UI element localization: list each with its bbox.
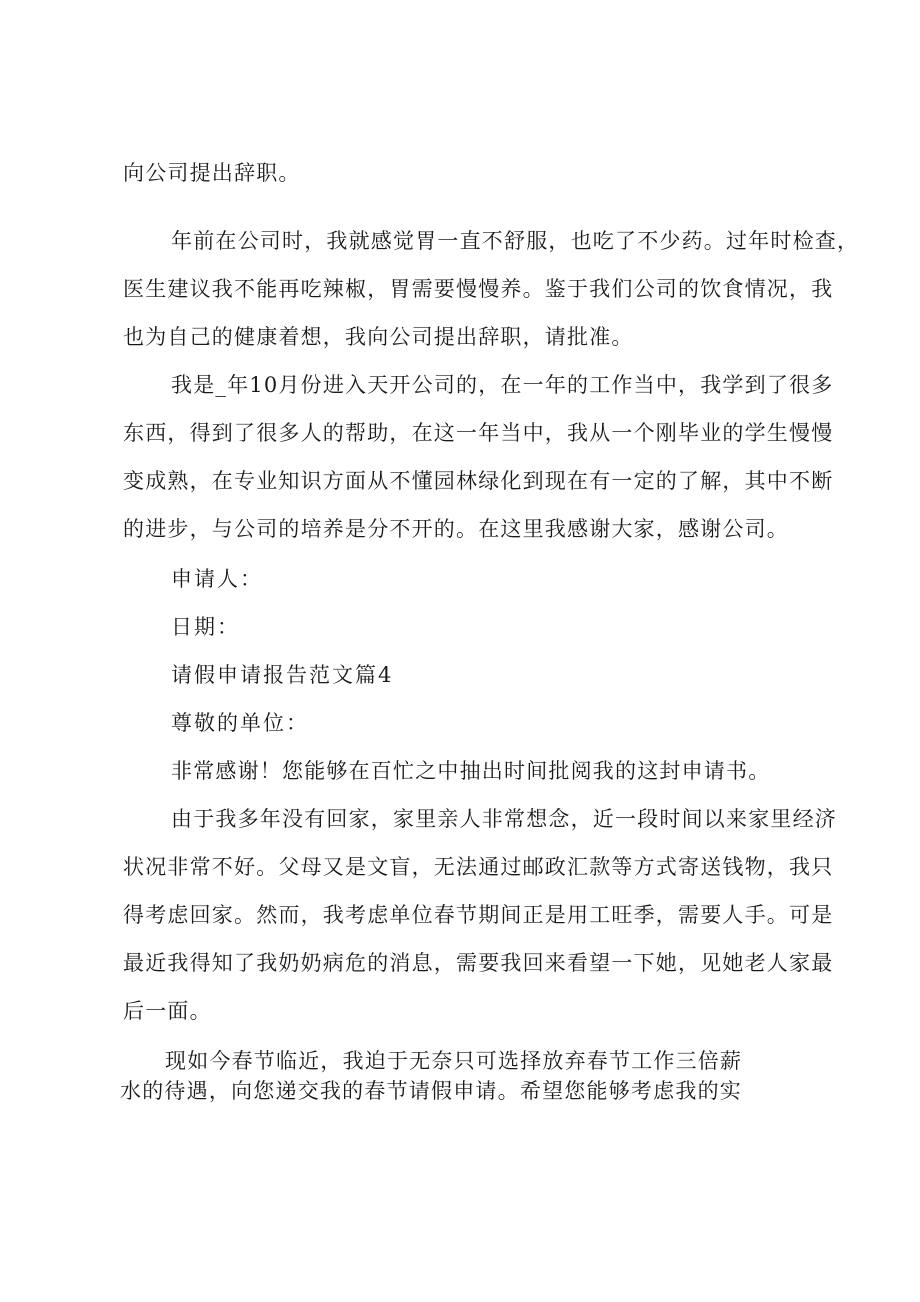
paragraph-experience-line: 的进步，与公司的培养是分不开的。在这里我感谢大家，感谢公司。	[123, 517, 789, 541]
paragraph-request-line: 水的待遇，向您递交我的春节请假申请。希望您能够考虑我的实	[120, 1079, 742, 1103]
paragraph-reason-line: 最近我得知了我奶奶病危的消息，需要我回来看望一下她，见她老人家最	[123, 951, 834, 975]
paragraph-health-line: 医生建议我不能再吃辣椒，胃需要慢慢养。鉴于我们公司的饮食情况，我	[123, 277, 834, 301]
applicant-label: 申请人：	[171, 567, 263, 591]
paragraph-health-line: 年前在公司时，我就感觉胃一直不舒服，也吃了不少药。过年时检查，	[171, 229, 860, 253]
paragraph-reason-line: 由于我多年没有回家，家里亲人非常想念，近一段时间以来家里经济	[171, 807, 837, 831]
section-title: 请假申请报告范文篇4	[171, 663, 394, 687]
paragraph-experience-line: 我是_年10月份进入天开公司的，在一年的工作当中，我学到了很多	[171, 373, 834, 397]
salutation: 尊敬的单位：	[171, 711, 309, 735]
paragraph-experience-line: 变成熟，在专业知识方面从不懂园林绿化到现在有一定的了解，其中不断	[123, 469, 834, 493]
paragraph-thanks-line: 非常感谢！您能够在百忙之中抽出时间批阅我的这封申请书。	[171, 759, 771, 783]
paragraph-reason-line: 状况非常不好。父母又是文盲，无法通过邮政汇款等方式寄送钱物，我只	[123, 855, 834, 879]
paragraph-reason-line: 得考虑回家。然而，我考虑单位春节期间正是用工旺季，需要人手。可是	[123, 903, 834, 927]
paragraph-request-line: 现如今春节临近，我迫于无奈只可选择放弃春节工作三倍薪	[165, 1049, 743, 1073]
paragraph-experience-line: 东西，得到了很多人的帮助，在这一年当中，我从一个刚毕业的学生慢慢	[123, 421, 834, 445]
paragraph-reason-line: 后一面。	[123, 999, 212, 1023]
paragraph-resignation-line: 向公司提出辞职。	[123, 161, 301, 185]
date-label: 日期：	[171, 615, 240, 639]
paragraph-health-line: 也为自己的健康着想，我向公司提出辞职，请批准。	[123, 325, 634, 349]
